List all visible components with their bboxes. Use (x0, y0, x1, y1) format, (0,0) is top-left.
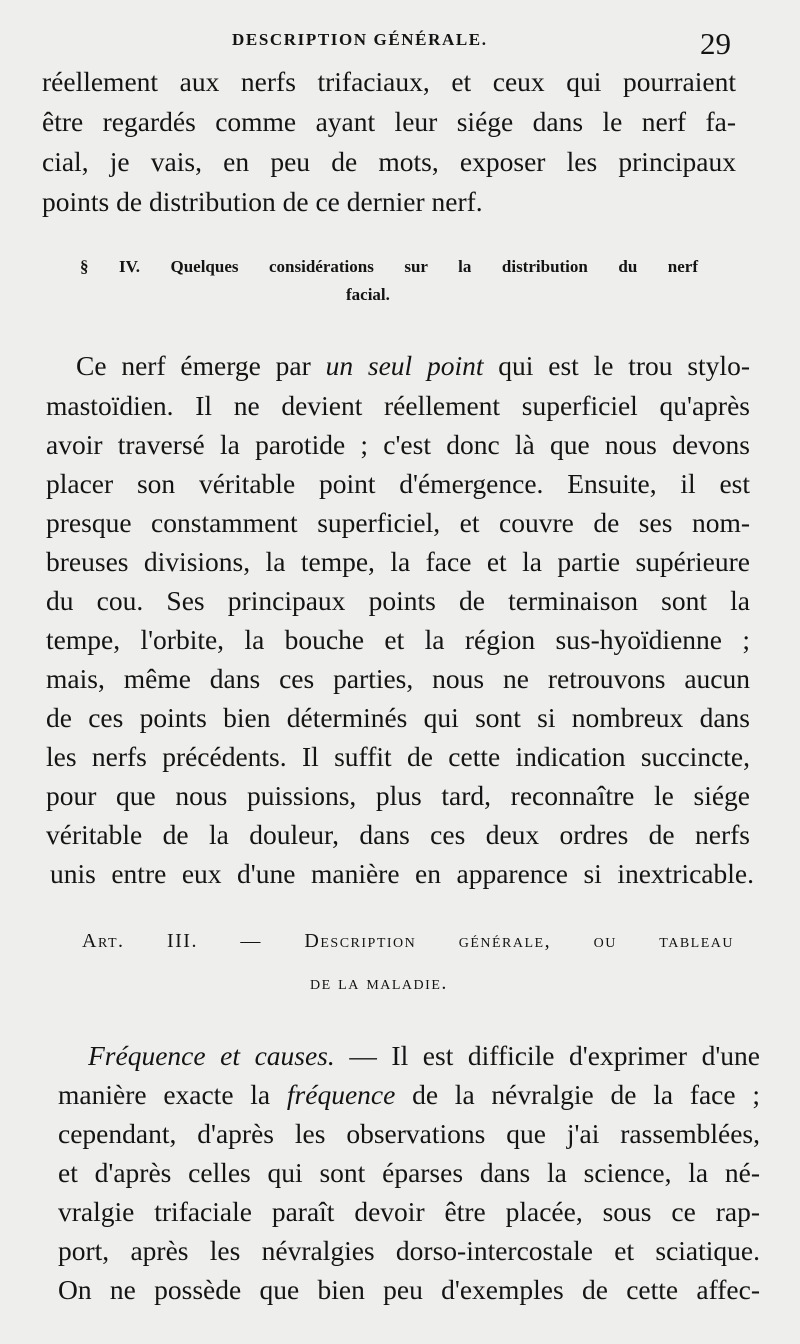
paragraph-2-line-3: avoir traversé la parotide ; c'est donc là que nous devons (46, 429, 750, 460)
paragraph-2-line-10: de ces points bien déterminés qui sont si nombreux dans (46, 702, 750, 733)
section-heading-line-1: § IV. Quelques considérations sur la distribution du nerf (80, 257, 698, 276)
article-heading-line-2: de la maladie. (310, 972, 448, 994)
paragraph-3-line-1 (88, 1038, 760, 1074)
paragraph-3-line-3: cependant, d'après les observations que j'ai rassemblées, (58, 1118, 760, 1149)
text-run: qui est le trou stylo- (483, 350, 750, 381)
paragraph-2-line-6: breuses divisions, la tempe, la face et la partie supérieure (46, 546, 750, 577)
paragraph-1-line-3: cial, je vais, en peu de mots, exposer les principaux (42, 146, 736, 177)
text-run: de la névralgie de la face ; (395, 1079, 760, 1110)
italic-run: Fréquence et causes. (88, 1040, 335, 1071)
paragraph-2-line-8: tempe, l'orbite, la bouche et la région sus-hyoïdienne ; (46, 624, 750, 655)
paragraph-3-line-6: port, après les névralgies dorso-intercostale et sciatique. (58, 1235, 760, 1266)
paragraph-3-line-5: vralgie trifaciale paraît devoir être placée, sous ce rap- (58, 1196, 760, 1227)
running-head (0, 28, 800, 60)
paragraph-1-line-1: réellement aux nerfs trifaciaux, et ceux qui pourraient (42, 66, 736, 97)
running-title: DESCRIPTION GÉNÉRALE. (232, 30, 488, 49)
italic-run: fréquence (286, 1079, 396, 1110)
paragraph-1-line-2: être regardés comme ayant leur siége dans le nerf fa- (42, 106, 736, 137)
paragraph-3-line-2 (58, 1077, 760, 1113)
paragraph-2-line-5: presque constamment superficiel, et couvre de ses nom- (46, 507, 750, 538)
page-number: 29 (700, 26, 731, 61)
paragraph-2-line-2: mastoïdien. Il ne devient réellement superficiel qu'après (46, 390, 750, 421)
text-run: Ce nerf émerge par (76, 350, 326, 381)
paragraph-1-line-4: points de distribution de ce dernier nerf. (42, 186, 483, 217)
paragraph-2-line-7: du cou. Ses principaux points de terminaison sont la (46, 585, 750, 616)
text-run: manière exacte la (58, 1079, 287, 1110)
paragraph-2-line-1 (76, 348, 750, 384)
paragraph-2-line-11: les nerfs précédents. Il suffit de cette indication succincte, (46, 741, 750, 772)
article-heading-line-1: Art. III. — Description générale, ou tableau (82, 930, 734, 952)
paragraph-2-line-12: pour que nous puissions, plus tard, reconnaître le siége (46, 780, 750, 811)
paragraph-2-line-13: véritable de la douleur, dans ces deux ordres de nerfs (46, 819, 750, 850)
paragraph-2-line-9: mais, même dans ces parties, nous ne retrouvons aucun (46, 663, 750, 694)
italic-run: un seul point (325, 350, 484, 381)
paragraph-2-line-4: placer son véritable point d'émergence. Ensuite, il est (46, 468, 750, 499)
paragraph-3-line-7: On ne possède que bien peu d'exemples de cette affec- (58, 1274, 760, 1305)
section-heading-line-2: facial. (346, 285, 390, 304)
paragraph-2-line-14: unis entre eux d'une manière en apparence si inextricable. (50, 858, 754, 889)
paragraph-3-line-4: et d'après celles qui sont éparses dans la science, la né- (58, 1157, 760, 1188)
text-run: — Il est difficile d'exprimer d'une (334, 1040, 760, 1071)
